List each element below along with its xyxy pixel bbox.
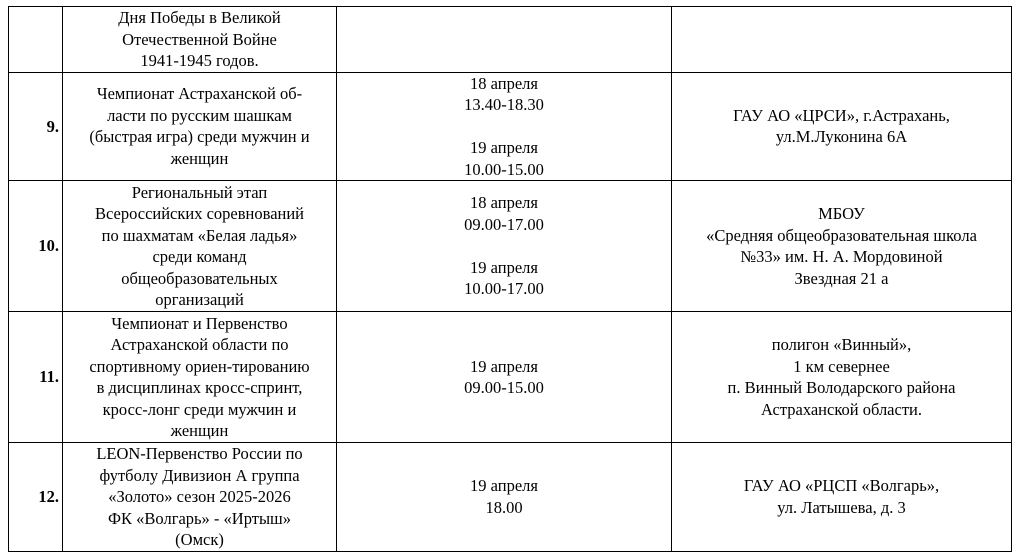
event-name-line: ФК «Волгарь» - «Иртыш» — [108, 508, 291, 528]
event-name-line: в дисциплинах кросс-спринт, — [96, 378, 303, 397]
date-gap — [343, 116, 665, 138]
event-name-line: 1941-1945 годов. — [140, 51, 259, 70]
event-place-cell — [672, 443, 1012, 552]
event-time: 09.00-15.00 — [464, 378, 544, 397]
event-name-line: по шахматам «Белая ладья» — [101, 225, 298, 245]
schedule-table — [8, 6, 1012, 552]
event-place-line: полигон «Винный», — [771, 335, 912, 354]
event-name-cell — [63, 7, 337, 73]
event-time: 18.00 — [485, 497, 523, 517]
event-name-cell — [63, 443, 337, 552]
event-name-line: женщин — [170, 421, 229, 440]
event-date: 19 апреля — [470, 356, 538, 376]
event-date-cell — [337, 181, 672, 312]
table-body — [9, 7, 1012, 552]
event-place-cell — [672, 72, 1012, 181]
event-name-line: «Золото» сезон 2025-2026 — [108, 487, 291, 506]
row-number: 11. — [9, 312, 63, 443]
event-name-line: ласти по русским шашкам — [107, 105, 292, 125]
event-date-cell — [337, 312, 672, 443]
event-name-cell — [63, 72, 337, 181]
event-name-line: организаций — [155, 290, 244, 309]
event-place-line: ул.М.Луконина 6А — [775, 127, 908, 147]
event-date-cell — [337, 7, 672, 73]
event-name-line: кросс-лонг среди мужчин и — [102, 399, 297, 419]
event-time: 10.00-17.00 — [464, 279, 544, 299]
event-place-line: МБОУ — [818, 204, 865, 223]
event-name-line: (быстрая игра) среди мужчин и — [89, 127, 310, 147]
table-row — [9, 443, 1012, 552]
row-number — [9, 7, 63, 73]
event-name-line: Дня Победы в Великой — [118, 8, 281, 27]
event-place-line: «Средняя общеобразовательная школа — [706, 225, 977, 245]
event-place-cell — [672, 7, 1012, 73]
row-number: 9. — [9, 72, 63, 181]
event-name-line: женщин — [170, 148, 229, 168]
event-time: 13.40-18.30 — [464, 95, 544, 114]
event-name-line: Отечественной Войне — [122, 29, 277, 49]
event-name-cell — [63, 312, 337, 443]
event-place-line: Звездная 21 а — [794, 268, 889, 288]
row-number: 12. — [9, 443, 63, 552]
event-date-cell — [337, 72, 672, 181]
event-place-line: ул. Латышева, д. 3 — [777, 497, 906, 517]
event-name-line: Всероссийских соревнований — [94, 204, 305, 223]
event-place-cell — [672, 181, 1012, 312]
event-name-line: футболу Дивизион А группа — [99, 465, 300, 485]
event-name-line: Чемпионат и Первенство — [111, 313, 288, 333]
event-name-line: общеобразовательных — [121, 268, 278, 288]
table-row — [9, 181, 1012, 312]
event-place-line: ГАУ АО «ЦРСИ», г.Астрахань, — [733, 105, 950, 125]
event-name-cell — [63, 181, 337, 312]
event-place-cell — [672, 312, 1012, 443]
event-date: 19 апреля — [470, 138, 538, 157]
date-gap — [343, 235, 665, 257]
event-time: 09.00-17.00 — [464, 214, 544, 234]
event-place-line: Астраханской области. — [761, 399, 922, 419]
table-row — [9, 7, 1012, 73]
event-place-line: п. Винный Володарского района — [727, 378, 956, 397]
event-date: 18 апреля — [470, 193, 538, 213]
event-date: 18 апреля — [470, 73, 538, 93]
table-row — [9, 312, 1012, 443]
table-row — [9, 72, 1012, 181]
row-number: 10. — [9, 181, 63, 312]
event-date-cell — [337, 443, 672, 552]
event-name-line: Астраханской области по — [110, 335, 289, 354]
event-name-line: LEON-Первенство России по — [96, 444, 303, 463]
event-name-line: (Омск) — [175, 530, 224, 549]
event-place-line: 1 км севернее — [793, 356, 890, 376]
event-place-line: ГАУ АО «РЦСП «Волгарь», — [743, 476, 940, 496]
event-name-line: спортивному ориен-тированию — [89, 356, 310, 376]
event-date: 19 апреля — [470, 476, 538, 496]
event-time: 10.00-15.00 — [464, 159, 544, 179]
event-place-line: №33» им. Н. А. Мордовиной — [740, 247, 943, 266]
event-name-line: Региональный этап — [131, 182, 268, 202]
event-name-line: среди команд — [152, 247, 247, 266]
event-date: 19 апреля — [470, 257, 538, 277]
event-name-line: Чемпионат Астраханской об- — [96, 84, 303, 104]
